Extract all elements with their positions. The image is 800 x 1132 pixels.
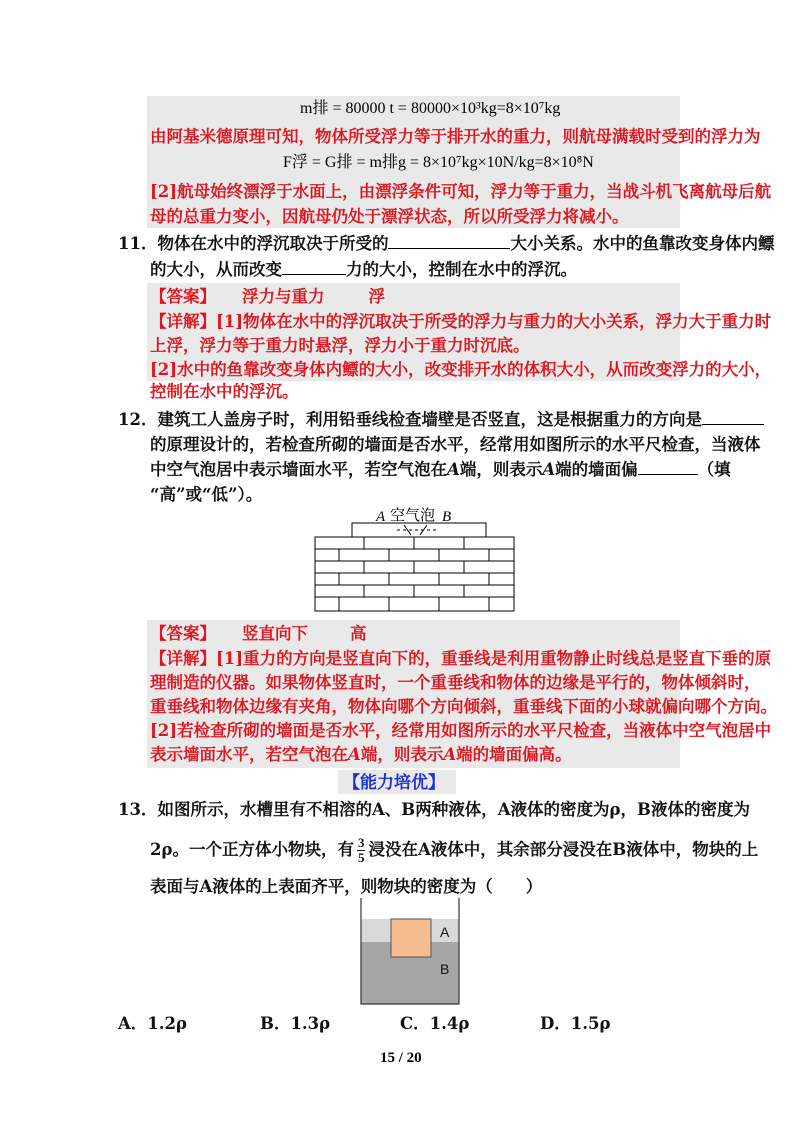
- answer-blank: [638, 458, 698, 475]
- question-13-line: 2ρ。一个正方体小物块，有 $\frac{3}{5}$ 浸没在A液体中，其余部分浸没在B液体中，物块的上: [150, 835, 759, 865]
- question-number: 13．: [118, 800, 158, 819]
- figure-label-b: B: [442, 509, 452, 525]
- question-12-line: “高”或“低”）。: [150, 485, 263, 504]
- answer-line: [150, 622, 367, 646]
- answer-label: 【答案】: [150, 287, 216, 306]
- answer-value: 浮: [368, 287, 385, 306]
- question-11-line: 的大小，从而改变 力的大小，控制在水中的浮沉。: [150, 260, 577, 279]
- question-number: 11．: [118, 234, 158, 253]
- detail-line: 重垂线和物体边缘有夹角，物体向哪个方向倾斜，重垂线下面的小球就偏向哪个方向。: [150, 697, 777, 716]
- section-title: 【能力培优】: [343, 773, 445, 793]
- question-11-line: 11．物体在水中的浮沉取决于所受的 大小关系。水中的鱼靠改变身体内鳔: [118, 234, 775, 253]
- spirit-level-wall-figure: [312, 505, 517, 615]
- option-a: A．1.2ρ: [118, 1014, 187, 1033]
- detail-line: 上浮，浮力等于重力时悬浮，浮力小于重力时沉底。: [150, 336, 530, 355]
- solution-line: 由阿基米德原理可知，物体所受浮力等于排开水的重力，则航母满载时受到的浮力为: [150, 127, 761, 146]
- question-13-line: 13．如图所示，水槽里有不相溶的A、B两种液体，A液体的密度为ρ，B液体的密度为: [118, 800, 750, 819]
- option-c: C．1.4ρ: [400, 1014, 470, 1033]
- page-number: 15 / 20: [380, 1050, 422, 1066]
- spirit-level: [352, 523, 486, 537]
- tank-label-a: A: [440, 924, 450, 940]
- solution-line: [2]航母始终漂浮于水面上，由漂浮条件可知，浮力等于重力，当战斗机飞离航母后航: [150, 182, 772, 201]
- question-number: 12．: [118, 410, 158, 429]
- detail-line: [2]若检查所砌的墙面是否水平，经常用如图所示的水平尺检查，当液体中空气泡居中: [150, 721, 772, 740]
- liquid-tank-figure: [360, 898, 462, 1008]
- solution-line: 母的总重力变小，因航母仍处于漂浮状态，所以所受浮力将减小。: [150, 207, 629, 226]
- detail-line: 【详解】[1]物体在水中的浮沉取决于所受的浮力与重力的大小关系，浮力大于重力时: [150, 312, 772, 331]
- option-b: B．1.3ρ: [260, 1014, 331, 1033]
- answer-value: 竖直向下: [242, 624, 308, 643]
- fraction: $\frac{3}{5}$: [357, 835, 365, 865]
- detail-line: 表示墙面水平，若空气泡在A端，则表示A端的墙面偏高。: [150, 745, 572, 764]
- question-12-line: 12．建筑工人盖房子时，利用铅垂线检查墙壁是否竖直，这是根据重力的方向是: [118, 408, 764, 432]
- detail-line: [2]水中的鱼靠改变身体内鳔的大小，改变排开水的体积大小，从而改变浮力的大小，: [150, 360, 772, 379]
- tank-label-b: B: [440, 961, 450, 977]
- cube-block: [391, 919, 431, 957]
- figure-label-a: A: [376, 509, 386, 525]
- figure-label-bubble: 空气泡: [390, 506, 436, 524]
- question-13-line: 表面与A液体的上表面齐平，则物块的密度为（ ）: [150, 877, 543, 896]
- detail-line: 控制在水中的浮沉。: [150, 382, 299, 401]
- question-12-line: 中空气泡居中表示墙面水平，若空气泡在A端，则表示A端的墙面偏 （填: [150, 460, 731, 479]
- answer-blank: [282, 258, 346, 275]
- option-d: D．1.5ρ: [540, 1014, 611, 1033]
- question-12-line: 的原理设计的，若检查所砌的墙面是否水平，经常用如图所示的水平尺检查，当液体: [150, 435, 761, 454]
- answer-label: 【答案】: [150, 624, 216, 643]
- detail-line: 【详解】[1]重力的方向是竖直向下的，重垂线是利用重物静止时线总是竖直下垂的原: [150, 649, 772, 668]
- answer-line: [150, 285, 385, 309]
- answer-blank: [388, 232, 510, 249]
- formula-buoyancy: F浮 = G排 = m排g = 8×10⁷kg×10N/kg=8×10⁸N: [283, 154, 594, 171]
- answer-blank: [702, 408, 764, 425]
- detail-line: 理制造的仪器。如果物体竖直时，一个重垂线和物体的边缘是平行的，物体倾斜时，: [150, 673, 761, 692]
- answer-value: 浮力与重力: [242, 287, 325, 306]
- answer-value: 高: [350, 624, 367, 643]
- formula-mass: m排 = 80000 t = 80000×10³kg=8×10⁷kg: [300, 100, 561, 117]
